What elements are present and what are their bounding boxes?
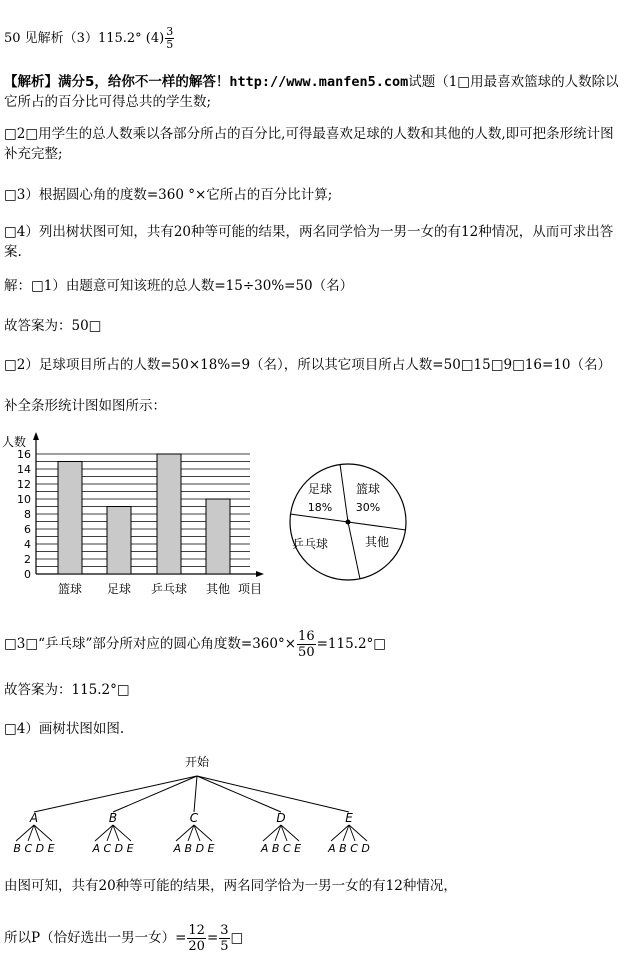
y-axis-arrow — [33, 432, 39, 440]
bar — [157, 454, 181, 574]
solution-2: □2）足球项目所占的人数=50×18%=9（名），所以其它项目所占人数=50□15□9□16=10（名） — [4, 357, 611, 373]
x-tick-label: 篮球 — [57, 582, 83, 596]
pie-label: 篮球 — [355, 482, 381, 496]
charts-figure — [0, 422, 630, 612]
angle-fraction: $\frac{16}{50}$ — [298, 628, 315, 660]
y-tick-label: 8 — [24, 508, 31, 521]
y-tick-label: 16 — [17, 448, 31, 461]
y-axis-label: 人数 — [2, 435, 27, 449]
tree-leaves: B C D E — [13, 842, 55, 855]
x-tick-label: 足球 — [106, 582, 132, 596]
pie-label: 乒乓球 — [291, 537, 329, 551]
tree-root: 开始 — [184, 755, 210, 769]
y-tick-label: 10 — [17, 493, 31, 506]
complete-chart-note: 补全条形统计图如图所示： — [4, 398, 166, 414]
probability-fraction-1: $\frac{12}{20}$ — [188, 922, 205, 954]
x-axis-arrow — [256, 571, 264, 577]
pie-chart — [290, 464, 406, 580]
answer-1: 故答案为：50□ — [4, 318, 102, 334]
probability-fraction-2: $\frac{3}{5}$ — [220, 922, 229, 954]
answer-fraction: $\frac{3}{5}$ — [166, 25, 174, 51]
y-tick-label: 6 — [24, 523, 31, 536]
solution-1: 解：□1）由题意可知该班的总人数=15÷30%=50（名） — [4, 278, 354, 294]
tree-node: A — [29, 811, 39, 825]
paragraph-3: □3）根据圆心角的度数=360 °×它所占的百分比计算; — [4, 187, 333, 203]
y-tick-label: 4 — [24, 538, 31, 551]
tree-branch — [34, 776, 197, 812]
tree-branch — [194, 776, 197, 812]
y-tick-label: 12 — [17, 478, 31, 491]
tree-branch — [113, 776, 197, 812]
answer-3: 故答案为：115.2°□ — [4, 682, 130, 698]
tree-node: C — [189, 811, 199, 825]
bar-chart — [2, 432, 264, 596]
y-tick-label: 2 — [24, 553, 31, 566]
bar — [206, 499, 230, 574]
conclusion: 由图可知，共有20种等可能的结果，两名同学恰为一男一女的有12种情况， — [4, 878, 457, 894]
tree-branch — [197, 776, 281, 812]
tree-node: E — [345, 811, 353, 825]
bar — [58, 462, 82, 575]
paragraph-2: □2□用学生的总人数乘以各部分所占的百分比,可得最喜欢足球的人数和其他的人数,即可把条形统计图补充完整; — [4, 126, 614, 162]
answer-line: 50 见解析（3）115.2° (4) $\frac{3}{5}$ — [4, 25, 174, 51]
tree-branch — [197, 776, 349, 812]
pie-percent: 18% — [307, 501, 333, 514]
tree-node: B — [108, 811, 118, 825]
paragraph-4: □4）列出树状图可知，共有20种等可能的结果，两名同学恰为一男一女的有12种情况，从而可求出答案. — [4, 224, 614, 260]
pie-label: 其他 — [364, 535, 390, 549]
tree-leaves: A B D E — [173, 842, 215, 855]
solution-4: □4）画树状图如图. — [4, 721, 125, 737]
y-tick-label: 14 — [17, 463, 31, 476]
tree-leaves: A B C D — [328, 842, 370, 855]
source-link[interactable]: http://www.manfen5.com — [229, 74, 409, 90]
tree-leaves: A B C E — [260, 842, 302, 855]
probability-line: 所以P（恰好选出一男一女）= $\frac{12}{20}$ = $\frac{3}{5}$ □ — [4, 922, 244, 954]
pie-percent: 30% — [355, 501, 381, 514]
analysis-paragraph: 【解析】满分5，给你不一样的解答！http://www.manfen5.com试题（1□用最喜欢篮球的人数除以它所占的百分比可得总共的学生数; — [4, 74, 619, 110]
x-axis-label: 项目 — [238, 582, 263, 596]
x-tick-label: 其他 — [205, 582, 231, 596]
solution-3: □3□“乒乓球”部分所对应的圆心角度数=360°× $\frac{16}{50}$ =115.2°□ — [4, 628, 387, 660]
y-tick-label: 0 — [24, 568, 31, 581]
pie-center — [346, 520, 351, 525]
tree-node: D — [276, 811, 286, 825]
tree-leaves: A C D E — [92, 842, 134, 855]
x-tick-label: 乒乓球 — [150, 582, 188, 596]
bar — [107, 507, 131, 575]
pie-label: 足球 — [307, 482, 333, 496]
tree-diagram — [0, 752, 630, 862]
